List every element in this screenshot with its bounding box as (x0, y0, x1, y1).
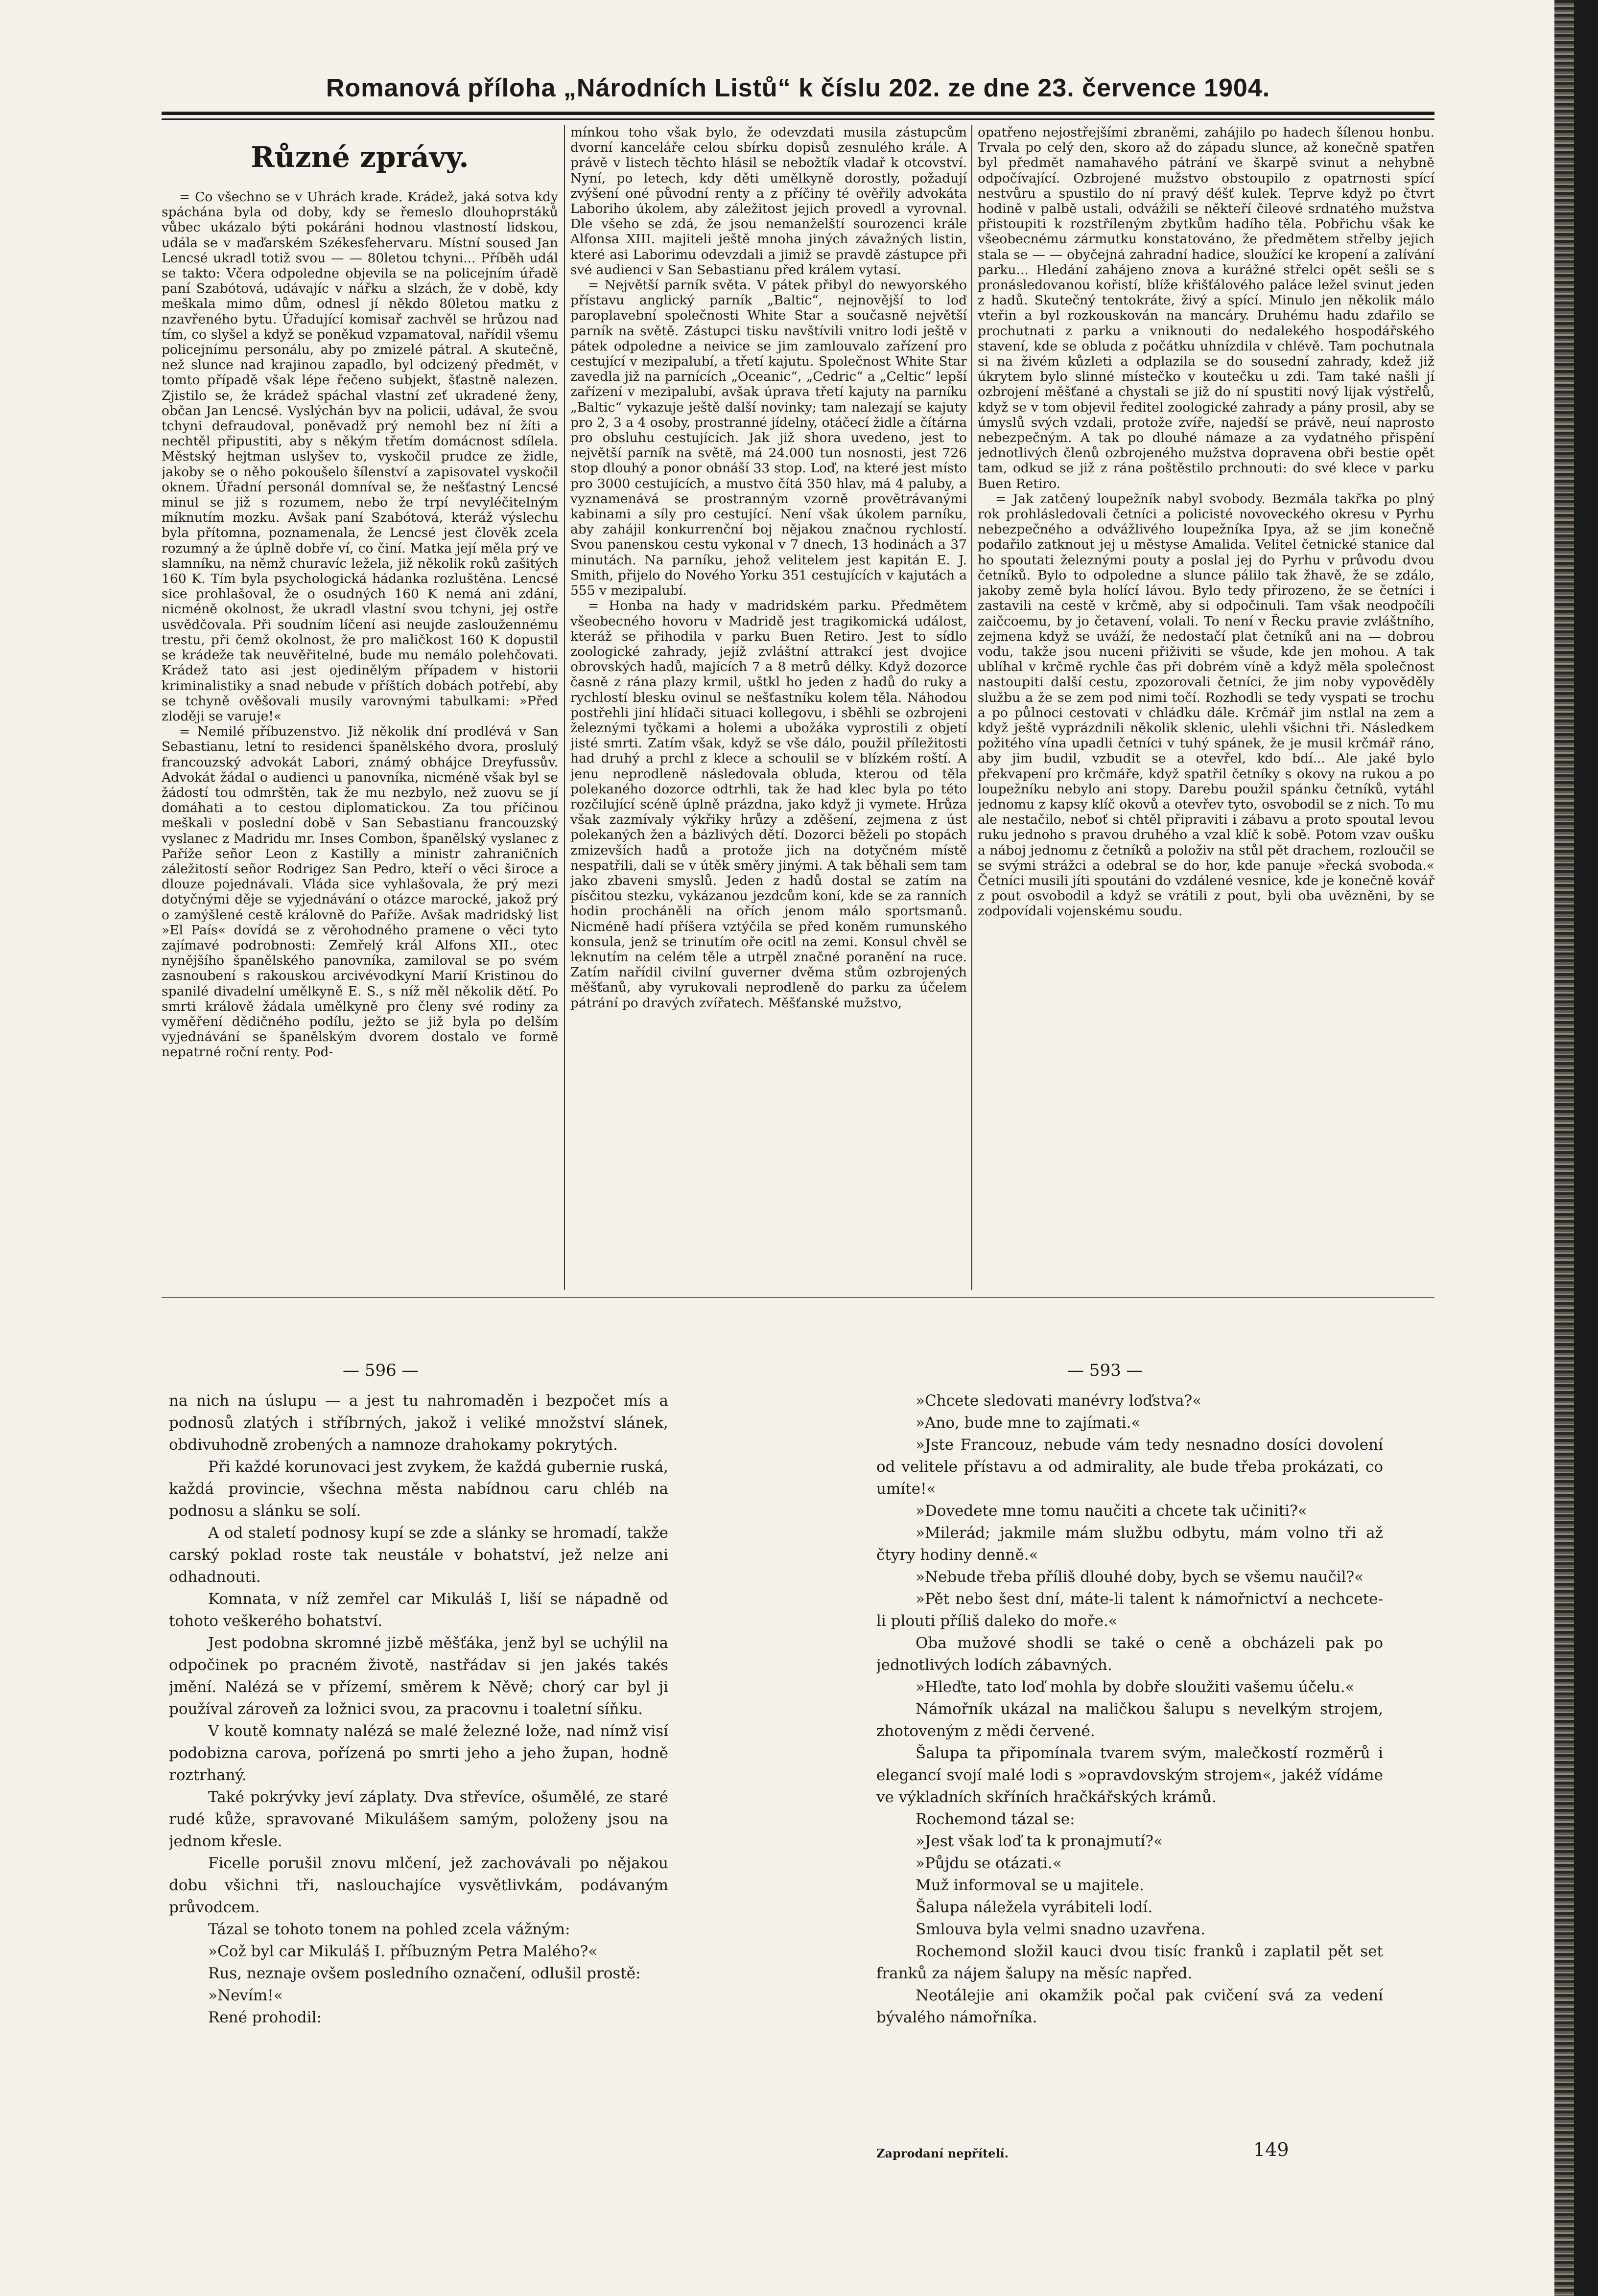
novel-paragraph: »Ano, bude mne to zajímati.« (916, 1414, 1141, 1432)
novel-paragraph: Rochemond tázal se: (916, 1810, 1075, 1828)
novel-paragraph: na nich na úslupu — a jest tu nahromaděn i bezpočet mís a podnosů zlatých i stříbrných, jakož i veliké množství slánek, obdivuhodně zrobených a namnoze drahokamy pokrytých. (169, 1392, 668, 1454)
scan-edge (1574, 0, 1598, 2296)
header-rule (162, 112, 1434, 115)
article-paragraph: = Největší parník světa. V pátek přibyl do newyorského přístavu anglický parník „Baltic“, nejnovější to loď paroplavební společnosti White Star a současně největší parník na světě. Zástupci tisku navštívili vnitro lodi ještě v pátek odpoledne a neivice se jim zamlouvalo zařízení pro cestující v mezipalubí, a třetí kajutu. Společnost White Star zavedla již na parnících „Oceanic“, „Cedric“ a „Celtic“ lepší zařízení v mezipalubí, avšak úprava třetí kajuty na parníku „Baltic“ vykazuje ještě další novinky; tam nalezají se kajuty pro 2, 3 a 4 osoby, prostranné jídelny, otáčecí židle a čítárna pro obsluhu cestujících. Jak již shora uvedeno, jest to největší parník na světě, má 24.000 tun nosnosti, jest 726 stop dlouhý a ponor obnáší 33 stop. Loď, na které jest místo pro 3000 cestujících, a mustvo čítá 350 hlav, má 4 paluby, a vyznamenává se prostranným vzorně provětrávanými kabinami a síly pro cestující. Není však úkolem parníku, aby zahájil konkurrenční boj nějakou značnou rychlostí. Svou panenskou cestu vykonal v 7 dnech, 13 hodinách a 37 minutách. Na parníku, jehož velitelem jest kapitán E. J. Smith, přijelo do Nového Yorku 351 cestujících v kajutách a 555 v mezipalubí. (570, 278, 967, 599)
column-middle (570, 125, 967, 1290)
article-paragraph: = Honba na hady v madridském parku. Předmětem všeobecného hovoru v Madridě jest tragikomická událost, kteráž se přihodila v parku Buen Retiro. Jest to sídlo zoologické zahrady, jejíž zvláštní attrakcí jest dvojice obrovských hadů, majících 7 a 8 metrů délky. Když dozorce časně z rána plazy krmil, uštkl ho jeden z hadů do ruky a rychlostí blesku ovinul se nešťastníku kolem těla. Náhodou postřehli jiní hlídači situaci kollegovu, i sběhli se ozbrojeni železnými tyčkami a holemi a ubožáka vyprostili z objetí jisté smrti. Zatím však, když se vše dálo, použil příležitosti had druhý a prchl z klece a schoulil se v blízkém roští. A jenu neprodleně následovala obluda, kterou od těla polekaného dozorce odtrhli, tak že had klec byla po této rozčilující scéně úplně prázdna, jako když ji vymete. Hrůza však zazmívaly výkřiky hrůzy a zděšení, zejmena z úst polekaných žen a bázlivých dětí. Dozorci běželi po stopách zmizevších hadů a protože jich na dotyčném místě nespatřili, dali se v útěk směry jinými. A tak běhali sem tam jako zbaveni smyslů. Jeden z hadů dostal se zatím na písčitou stezku, vykázanou jezdcům koní, kde se za ranních hodin procháněli na ořích jenom málo sportsmanů. Nicméně hadí příšera vztýčila se před koněm rumunského konsula, jenž se trinutím oře ocitl na zemi. Konsul chvěl se leknutím na celém těle a utrpěl značné poranění na ruce. Zatím nařídil civilní guverner dvěma stům ozbrojených měšťanů, aby vyrukovali neprodleně do parku za účelem pátrání po dravých zvířatech. Měšťanské mužstvo, (570, 598, 967, 1011)
novel-paragraph: Rus, neznaje ovšem posledního označení, odlušil prostě: (208, 1965, 641, 1982)
section-divider (162, 1297, 1434, 1298)
section-title: Různé zprávy. (251, 140, 469, 174)
scan-binding-strip (1554, 0, 1574, 2296)
supplement-header: Romanová příloha „Národních Listů“ k číslu 202. ze dne 23. července 1904. (326, 74, 1270, 102)
column-left (162, 125, 558, 1290)
novel-paragraph: »Nebude třeba příliš dlouhé doby, bych se všemu naučil?« (916, 1568, 1364, 1586)
page-number-right: — 593 — (1067, 1361, 1143, 1380)
novel-paragraph: »Hleďte, tato loď mohla by dobře sloužiti vašemu účelu.« (916, 1678, 1355, 1696)
novel-footer-title: Zaprodaní nepřítelí. (876, 2146, 1009, 2160)
novel-paragraph: »Což byl car Mikuláš I. příbuzným Petra Malého?« (208, 1943, 598, 1960)
novel-paragraph: Tázal se tohoto tonem na pohled zcela vážným: (208, 1921, 570, 1938)
novel-paragraph: »Jste Francouz, nebude vám tedy nesnadno dosíci dovolení od velitele přístavu a od admirality, ale bude třeba prokázati, co umíte!« (876, 1436, 1383, 1498)
novel-paragraph: Neotálejie ani okamžik počal pak cvičení svá za vedení bývalého námořníka. (876, 1987, 1383, 2026)
novel-paragraph: Jest podobna skromné jizbě měšťáka, jenž byl se uchýlil na odpočinek po pracném životě, nastřádav si jen jakés takés jmění. Nalézá se v přízemí, směrem k Něvě; chorý car byl ji používal zároveň za ložnici svou, za pracovnu i toaletní síňku. (169, 1634, 668, 1718)
novel-paragraph: Muž informoval se u majitele. (916, 1877, 1144, 1894)
novel-page-left (169, 1390, 668, 2222)
column-divider (971, 125, 972, 1290)
novel-paragraph: A od staletí podnosy kupí se zde a slánky se hromadí, takže carský poklad roste tak neustále v bohatství, jež nelze ani odhadnouti. (169, 1524, 668, 1586)
article-paragraph: = Co všechno se v Uhrách krade. Krádež, jaká sotva kdy spáchána byla od doby, kdy se řemeslo dlouhoprstáků vůbec ukázalo býti pokáráni hodnou vlastností lidskou, udála se v maďarském Székesfehervaru. Místní soused Jan Lencsé ukradl totiž svou — — 80letou tchyni... Příběh udál se takto: Včera odpoledne objevila se na policejním úřadě paní Szabótová, udávajíc v nářku a slzách, že v době, kdy meškala mimo dům, odnesl jí někdo 80letou matku z nzavřeného bytu. Úřadující komisař zachvěl se hrůzou nad tím, co slyšel a když se poněkud vzpamatoval, nařídil všemu policejnímu personálu, aby po zmizelé pátral. A skutečně, než slunce nad krajinou zapadlo, byl odcizený předmět, v tomto případě však lépe řečeno subjekt, šťastně nalezen. Zjistilo se, že krádež spáchal vlastní zeť ukradené ženy, občan Jan Lencsé. Vyslýchán byv na policii, udával, že svou tchyni defraudoval, poněvadž prý nemohl bez ní žíti a nechtěl připustiti, aby s někým třetím domácnost sdílela. Městský hejtman uslyšev to, vyskočil prudce ze židle, jakoby se o něho pokoušelo šílenství a zapisovatel vyskočil oknem. Úřadní personál domníval se, že nešťastný Lencsé minul se již s rozumem, nebo že trpí nevyléčitelným míknutím mozku. Avšak paní Szabótová, kteráž výslechu byla přítomna, poznamenala, že Lencsé jest člověk zcela rozumný a že úplně dobře ví, co činí. Matka její měla prý ve slamníku, na němž churavíc ležela, již několik roků zašitých 160 K. Tím byla psychologická hádanka rozluštěna. Lencsé sice prohlašoval, že o osudných 160 K nemá ani zdání, nicméně okolnost, že ukradl vlastní svou tchyni, jej ostře usvědčovala. Při soudním líčení asi neujde zasloužennému trestu, při čemž okolnost, že pro maličkost 160 K dopustil se krádeže tak neuvěřitelné, bude mu nemálo polehčovati. Krádež tato asi jest ojedinělým případem v historii kriminalistiky a snad nebude v příštích dobách potřebí, aby se tchyně ověšovali musily varovnými tabulkami: »Před zloději se varuje!« (162, 189, 558, 724)
novel-paragraph: Šalupa náležela vyrábiteli lodí. (916, 1899, 1153, 1916)
article-paragraph: = Nemilé příbuzenstvo. Již několik dní prodlévá v San Sebastianu, letní to residenci španělského dvora, proslulý francouzský advokát Labori, známý obhájce Dreyfussův. Advokát žádal o audienci u panovníka, nicméně však byl se žádostí tou odmrštěn, tak že mu nezbylo, než zuovu se jí domáhati a to cestou diplomatickou. Za tou příčinou meškali v poslední době v San Sebastianu francouzský vyslanec z Madridu mr. Inses Combon, španělský vyslanec z Paříže señor Leon z Kastilly a ministr zahraničních záležitostí señor Rodrigez San Pedro, kteří o věci široce a dlouze pojednávali. Vláda sice vyhlašovala, že prý mezi dotyčnými děje se vyjednávání o otázce marocké, jakož prý o zamýšlené cestě královně do Paříže. Avšak madridský list »El País« dovídá se z věrohodného pramene o věci tyto zajímavé podrobnosti: Zemřelý král Alfons XII., otec nynějšího španělského panovníka, zamiloval se po svém zasnoubení s rakouskou arcivévodkyní Marií Kristinou do spanilé divadelní umělkyně E. S., s níž měl několik dětí. Po smrti králově žádala umělkyně pro členy své rodiny za vyměření dědičného podílu, ježto se již byla po delším vyjednávání se španělským dvorem dostalo ve formě nepatrné roční renty. Pod- (162, 724, 558, 1060)
novel-paragraph: René prohodil: (208, 2009, 322, 2026)
novel-paragraph: Také pokrývky jeví záplaty. Dva střevíce, ošumělé, ze staré rudé kůže, spravované Mikulášem samým, položeny jsou na jednom křesle. (169, 1788, 668, 1850)
column-divider (564, 125, 565, 1290)
page-number-left: — 596 — (343, 1361, 419, 1380)
novel-paragraph: Komnata, v níž zemřel car Mikuláš I, liší se nápadně od tohoto veškerého bohatství. (169, 1590, 668, 1630)
article-paragraph: mínkou toho však bylo, že odevzdati musila zástupcům dvorní kanceláře celou sbírku dopisů zesnulého krále. A právě v listech těchto hlásil se nebožtík vladař k otcovství. Nyní, po letech, kdy děti umělkyně dorostly, požadují zvýšení oné původní renty a z příčiny té ověřily advokáta Laboriho úkolem, aby záležitost jejich provedl a vyrovnal. Dle všeho se zdá, že jsou nemanželští sourozenci krále Alfonsa XIII. majiteli ještě mnoha jiných závažných listin, které asi Laborimu odevzdali a jimiž se pravdě zástupce při své audienci v San Sebastianu před králem vytasí. (570, 125, 967, 278)
novel-paragraph: V koutě komnaty nalézá se malé železné lože, nad nímž visí podobizna carova, pořízená po smrti jeho a jeho župan, hodně roztrhaný. (169, 1722, 668, 1784)
novel-paragraph: »Dovedete mne tomu naučiti a chcete tak učiniti?« (916, 1502, 1307, 1520)
novel-paragraph: Smlouva byla velmi snadno uzavřena. (916, 1921, 1206, 1938)
article-paragraph: = Jak zatčený loupežník nabyl svobody. Bezmála takřka po plný rok prohlásledovali četníci a policisté novoveckého okresu v Pyrhu nebezpečného a odvážlivého loupežníka Ipya, až se jim konečně podařilo zatknout jej u městyse Amalida. Velitel četnické stanice dal ho spoutati železnými pouty a poslal jej do Pyrhu v průvodu dvou četníků. Bylo to odpoledne a slunce pálilo tak žhavě, že se zdálo, jakoby země byla holící lávou. Bylo tedy přirozeno, že se četníci i zastavili na cestě v krčmě, aby si odpočinuli. Tam však neodpočíli zaičcoemu, by jo četavení, volali. To není v Řecku pravie zvláštního, zejmena když se uváží, že nedostačí plat četníků ani na — dobrou vodu, takže jsou nuceni přiživiti se všude, kde jen mohou. A tak ublíhal v krčmě rychle čas při dobrém víně a když měla společnost nastoupiti další cestu, zpozorovali četníci, že jim noby vypověděly službu a že se zem pod nimi točí. Rozhodli se tedy vyspati se trochu a po půlnoci cestovati v chládku dále. Krčmář jim nstlal na zem a když ještě vyprázdnili několik sklenic, ulehli všichni tři. Následkem požitého vína upadli četníci v tuhý spánek, že je musil krčmář ráno, aby jim budil, vzbudit se a otevřel, kdo bdí... Ale jaké bylo překvapení pro krčmáře, když spatřil četníky s okovy na rukou a po loupežníku nebylo ani stopy. Darebu použil spánku četníků, vytáhl jednomu z kapsy klíč okovů a otevřev tyto, osvobodil se z nich. To mu ale nestačilo, neboť si chtěl připraviti i zábavu a proto spoutal levou ruku jednoho s pravou druhého a vzal klíč k sobě. Potom vzav oušku a náboj jednomu z četníků a položiv na stůl pět drachem, rozloučil se se svými strážci a odebral se do hor, kde panuje »řecká svoboda.« Četníci musili jíti spoutáni do vzdálené vesnice, kde je konečně kovář z pout osvobodil a když se vrátili z pout, byli oba uvězněni, by se zodpovídali vojenskému soudu. (978, 491, 1434, 919)
novel-paragraph: »Milerád; jakmile mám službu odbytu, mám volno tři až čtyry hodiny denně.« (876, 1524, 1383, 1564)
novel-paragraph: »Jest však loď ta k pronajmutí?« (916, 1832, 1163, 1850)
novel-page-right (876, 1390, 1383, 2222)
novel-paragraph: Rochemond složil kauci dvou tisíc franků i zaplatil pět set franků za nájem šalupy na měsíc napřed. (876, 1943, 1383, 1982)
novel-paragraph: Oba mužové shodli se také o ceně a obcházeli pak po jednotlivých lodích zábavných. (876, 1634, 1383, 1674)
novel-paragraph: Ficelle porušil znovu mlčení, jež zachovávali po nějakou dobu všichni tři, naslouchajíce vysvětlivkám, podávaným průvodcem. (169, 1855, 668, 1916)
novel-paragraph: Šalupa ta připomínala tvarem svým, malečkostí rozměrů i elegancí svojí malé lodi s »opravdovským strojem«, jakéž vídáme ve výkladních skříních hračkářských krámů. (876, 1744, 1383, 1806)
column-right (978, 125, 1434, 1290)
novel-paragraph: »Chcete sledovati manévry loďstva?« (916, 1392, 1202, 1410)
novel-paragraph: Námořník ukázal na maličkou šalupu s nevelkým strojem, zhotoveným z mědi červené. (876, 1700, 1383, 1740)
novel-footer-number: 149 (1253, 2139, 1289, 2160)
novel-paragraph: »Půjdu se otázati.« (916, 1855, 1062, 1872)
novel-paragraph: »Nevím!« (208, 1987, 283, 2004)
novel-paragraph: »Pět nebo šest dní, máte-li talent k námořnictví a nechcete-li plouti příliš daleko do moře.« (876, 1590, 1383, 1630)
novel-paragraph: Při každé korunovaci jest zvykem, že každá gubernie ruská, každá provincie, všechna města nabídnou caru chléb na podnosu a slánku se solí. (169, 1458, 668, 1520)
header-rule-thin (162, 118, 1434, 120)
article-paragraph: opatřeno nejostřejšími zbraněmi, zahájilo po hadech šílenou honbu. Trvala po celý den, skoro až do západu slunce, až konečně spatřen byl předmět namahavého pátrání ve škarpě svinut a nehybně odpočívající. Ozbrojené mužstvo obstoupilo z opatrnosti spící nestvůru a spustilo do ní pravý déšť kulek. Teprve když po čtvrt hodině v palbě ustali, odvážili se někteří čileové srdnatého mužstva přistoupiti k rozstříleným zbytkům hadího těla. Pobřichu však ke všeobecnému zármutku konstatováno, že předmětem střelby jejich stala se — — obyčejná zahradní hadice, sloužící ke kropení a zalívání parku... Hledání zahájeno znova a kurážné střelci opět sešli se s pronásledovanou kořistí, blíže křišťálového paláce ležel svinut jeden z hadů. Skutečný tentokráte, živý a spící. Minulo jen několik málo vteřin a byl rozkouskován na mancáry. Druhému hadu zdařilo se prochutnati z parku a vniknouti do nedalekého hospodářského stavení, kde se obluda z počátku uhnízdila v chlévě. Tam pochutnala si na živém kůzleti a odplazila se do sousední zahrady, kdež již úkrytem bylo slinné místečko v koutečku u zdi. Tam také našli jí ozbrojení měšťané a chystali se již do ní spustiti nový lijak výstřelů, když se v tom objevil ředitel zoologické zahrady a pány prosil, aby se úmyslů svých vzdali, protože zvíře, najedší se právě, neuí naprosto nebezpečným. A tak po dlouhé námaze a za vydatného přispění jednotlivých členů ozbrojeného mužstva dopravena obři bestie opět tam, odkud se již z rána poštěstilo prchnouti: do své klece v parku Buen Retiro. (978, 125, 1434, 491)
